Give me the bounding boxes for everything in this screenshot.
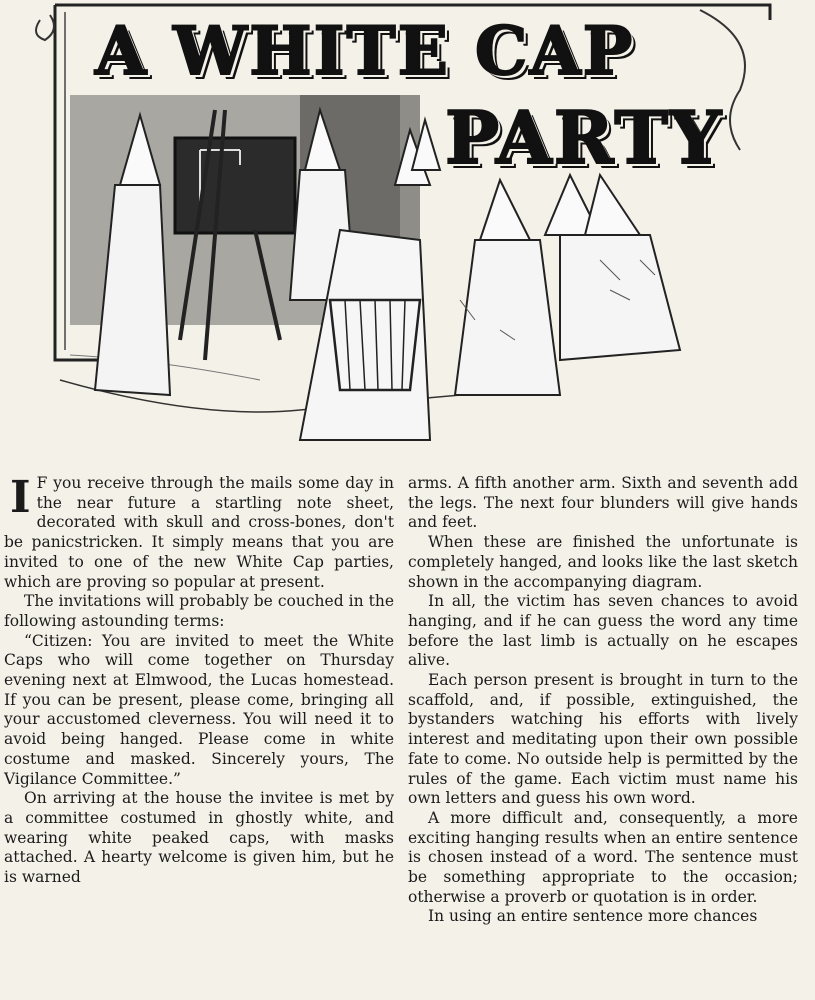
paragraph-10: In using an entire sentence more chances <box>428 907 758 926</box>
white-cap-party-illustration <box>0 0 815 470</box>
paragraph-9: A more difficult and, consequently, a more exciting hanging results when an entire sentence is chosen instead of a word. The sentence must be something appropriate to the occasion; otherwise a proverb or quotation is in order. <box>408 808 798 906</box>
drop-cap: I <box>10 472 31 523</box>
paragraph-6: When these are finished the unfortunate is completely hanged, and looks like the last sketch shown in the accompanying diagram. <box>408 533 798 591</box>
article-left-column <box>4 474 394 888</box>
paragraph-1 <box>4 474 394 592</box>
paragraph-3: “Citizen: You are invited to meet the White Caps who will come together on Thursday evening next at Elmwood, the Lucas homestead. If you can be present, please come, bringing all your accustomed cleverness. You will need it to avoid being hanged. Please come in white costume and masked. Sincerely yours, The Vigilance Committee.” <box>4 631 394 788</box>
headline-line-2: PARTY <box>445 95 724 180</box>
headline-line-1: A WHITE CAP <box>95 12 635 90</box>
paragraph-8: Each person present is brought in turn to the scaffold, and, if possible, extinguished, the bystanders watching his efforts with lively interest and meditating upon their own possible fate to come. No outside help is permitted by the rules of the game. Each victim must name his own letters and guess his own word. <box>408 671 798 808</box>
paragraph-2: The invitations will probably be couched in the following astounding terms: <box>4 592 394 630</box>
paragraph-1-text: F you receive through the mails some day in the near future a startling note sheet, decorated with skull and cross-bones, don't be panicstricken. It simply means that you are invited to one of the new White Cap parties, which are proving so popular at present. <box>4 474 394 591</box>
paragraph-5: arms. A fifth another arm. Sixth and seventh add the legs. The next four blunders will give hands and feet. <box>408 474 798 532</box>
paragraph-7: In all, the victim has seven chances to avoid hanging, and if he can guess the word any time before the last limb is actually on he escapes alive. <box>408 592 798 670</box>
paragraph-4: On arriving at the house the invitee is met by a committee costumed in ghostly white, and wearing white peaked caps, with masks attached. A hearty welcome is given him, but he is warned <box>4 789 394 887</box>
chalkboard <box>175 138 295 233</box>
article-right-column <box>408 474 798 927</box>
